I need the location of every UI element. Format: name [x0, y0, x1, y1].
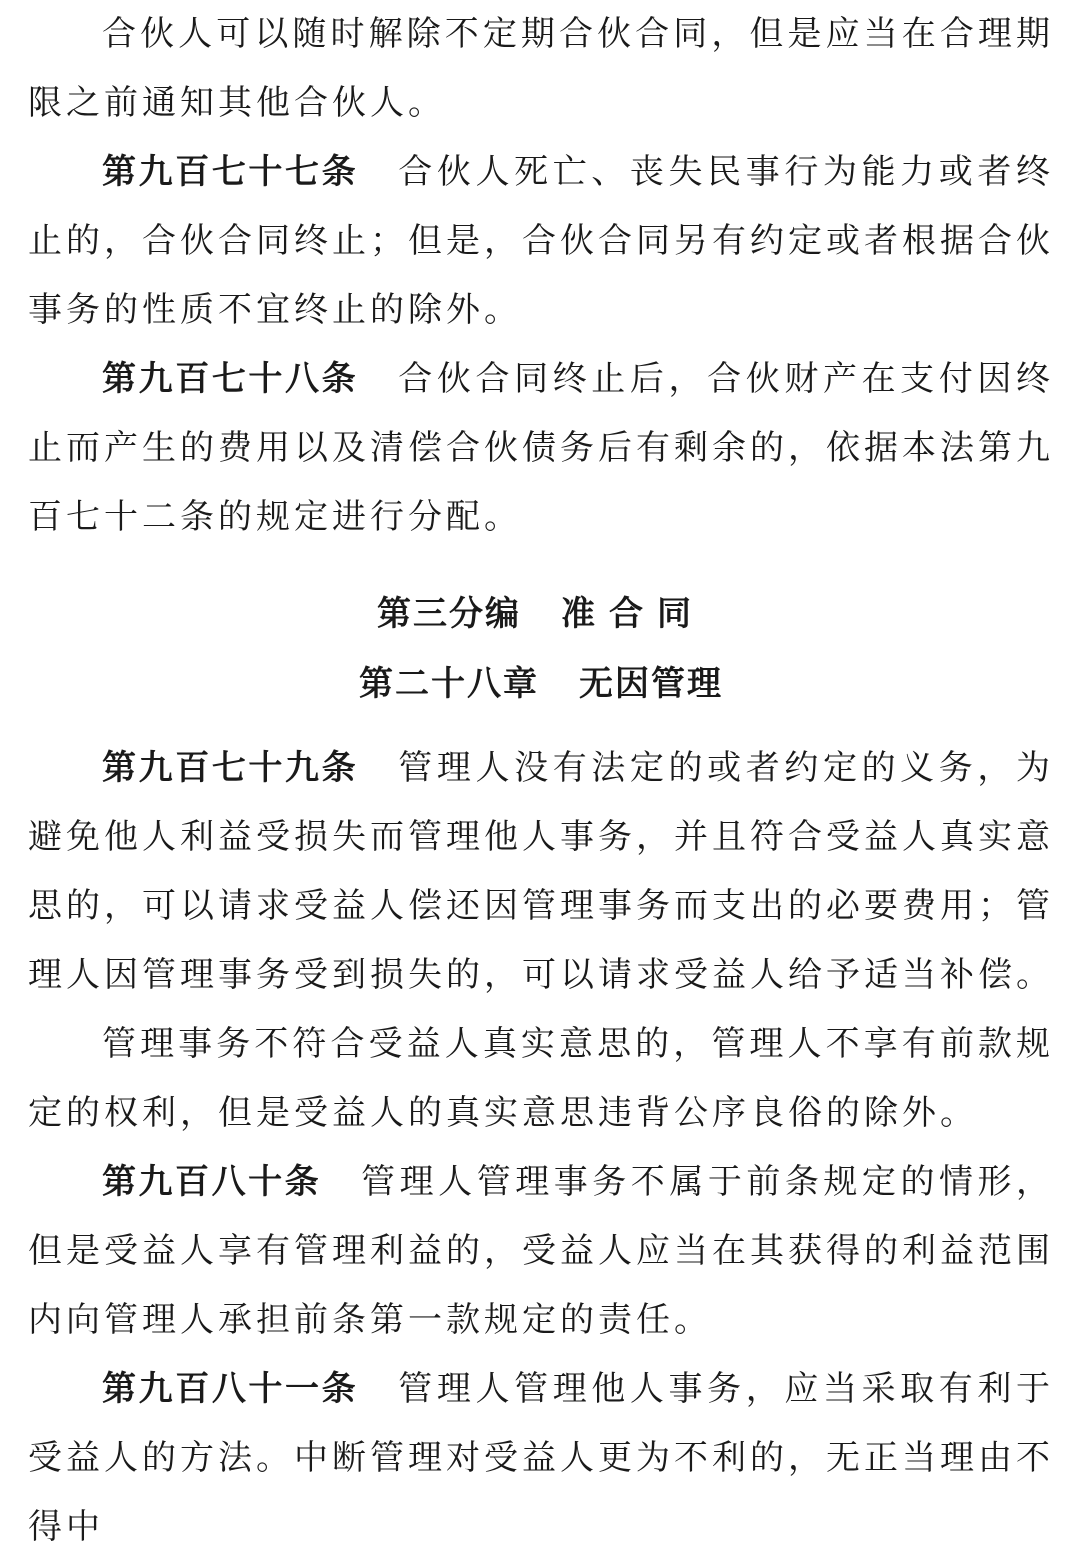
paragraph-979-second: [28, 1010, 1054, 1148]
document-page: [28, 0, 1054, 1562]
chapter-number: 第二十八章: [359, 664, 539, 704]
part-title: 准合同: [561, 594, 705, 634]
article-number: 第九百八十一条: [102, 1369, 359, 1409]
paragraph-text: 管理事务不符合受益人真实意思的，管理人不享有前款规定的权利，但是受益人的真实意思违背公序良俗的除外。: [28, 1024, 1054, 1133]
article-text: 管理人管理他人事务，应当采取有利于受益人的方法。中断管理对受益人更为不利的，无正当理由不得中: [28, 1369, 1055, 1547]
article-text: 合伙人死亡、丧失民事行为能力或者终止的，合伙合同终止；但是，合伙合同另有约定或者根据合伙事务的性质不宜终止的除外。: [28, 152, 1055, 330]
article-977: [28, 138, 1054, 345]
article-979: [28, 734, 1054, 1010]
part-number: 第三分编: [377, 594, 521, 634]
article-number: 第九百七十八条: [102, 359, 359, 399]
paragraph-termination-notice: [28, 0, 1054, 138]
article-text: 管理人没有法定的或者约定的义务，为避免他人利益受损失而管理他人事务，并且符合受益人真实意思的，可以请求受益人偿还因管理事务而支出的必要费用；管理人因管理事务受到损失的，可以请求受益人给予适当补偿。: [28, 748, 1055, 995]
article-number: 第九百七十九条: [102, 748, 359, 788]
article-980: [28, 1148, 1054, 1355]
article-number: 第九百七十七条: [102, 152, 359, 192]
article-number: 第九百八十条: [102, 1162, 322, 1202]
chapter-title: 无因管理: [579, 664, 723, 704]
part-heading: [28, 586, 1054, 642]
article-text: 管理人管理事务不属于前条规定的情形，但是受益人享有管理利益的，受益人应当在其获得的利益范围内向管理人承担前条第一款规定的责任。: [28, 1162, 1055, 1340]
paragraph-text: 合伙人可以随时解除不定期合伙合同，但是应当在合理期限之前通知其他合伙人。: [28, 14, 1054, 123]
article-981: [28, 1355, 1054, 1562]
article-978: [28, 345, 1054, 552]
article-text: 合伙合同终止后，合伙财产在支付因终止而产生的费用以及清偿合伙债务后有剩余的，依据本法第九百七十二条的规定进行分配。: [28, 359, 1055, 537]
chapter-heading: [28, 642, 1054, 726]
